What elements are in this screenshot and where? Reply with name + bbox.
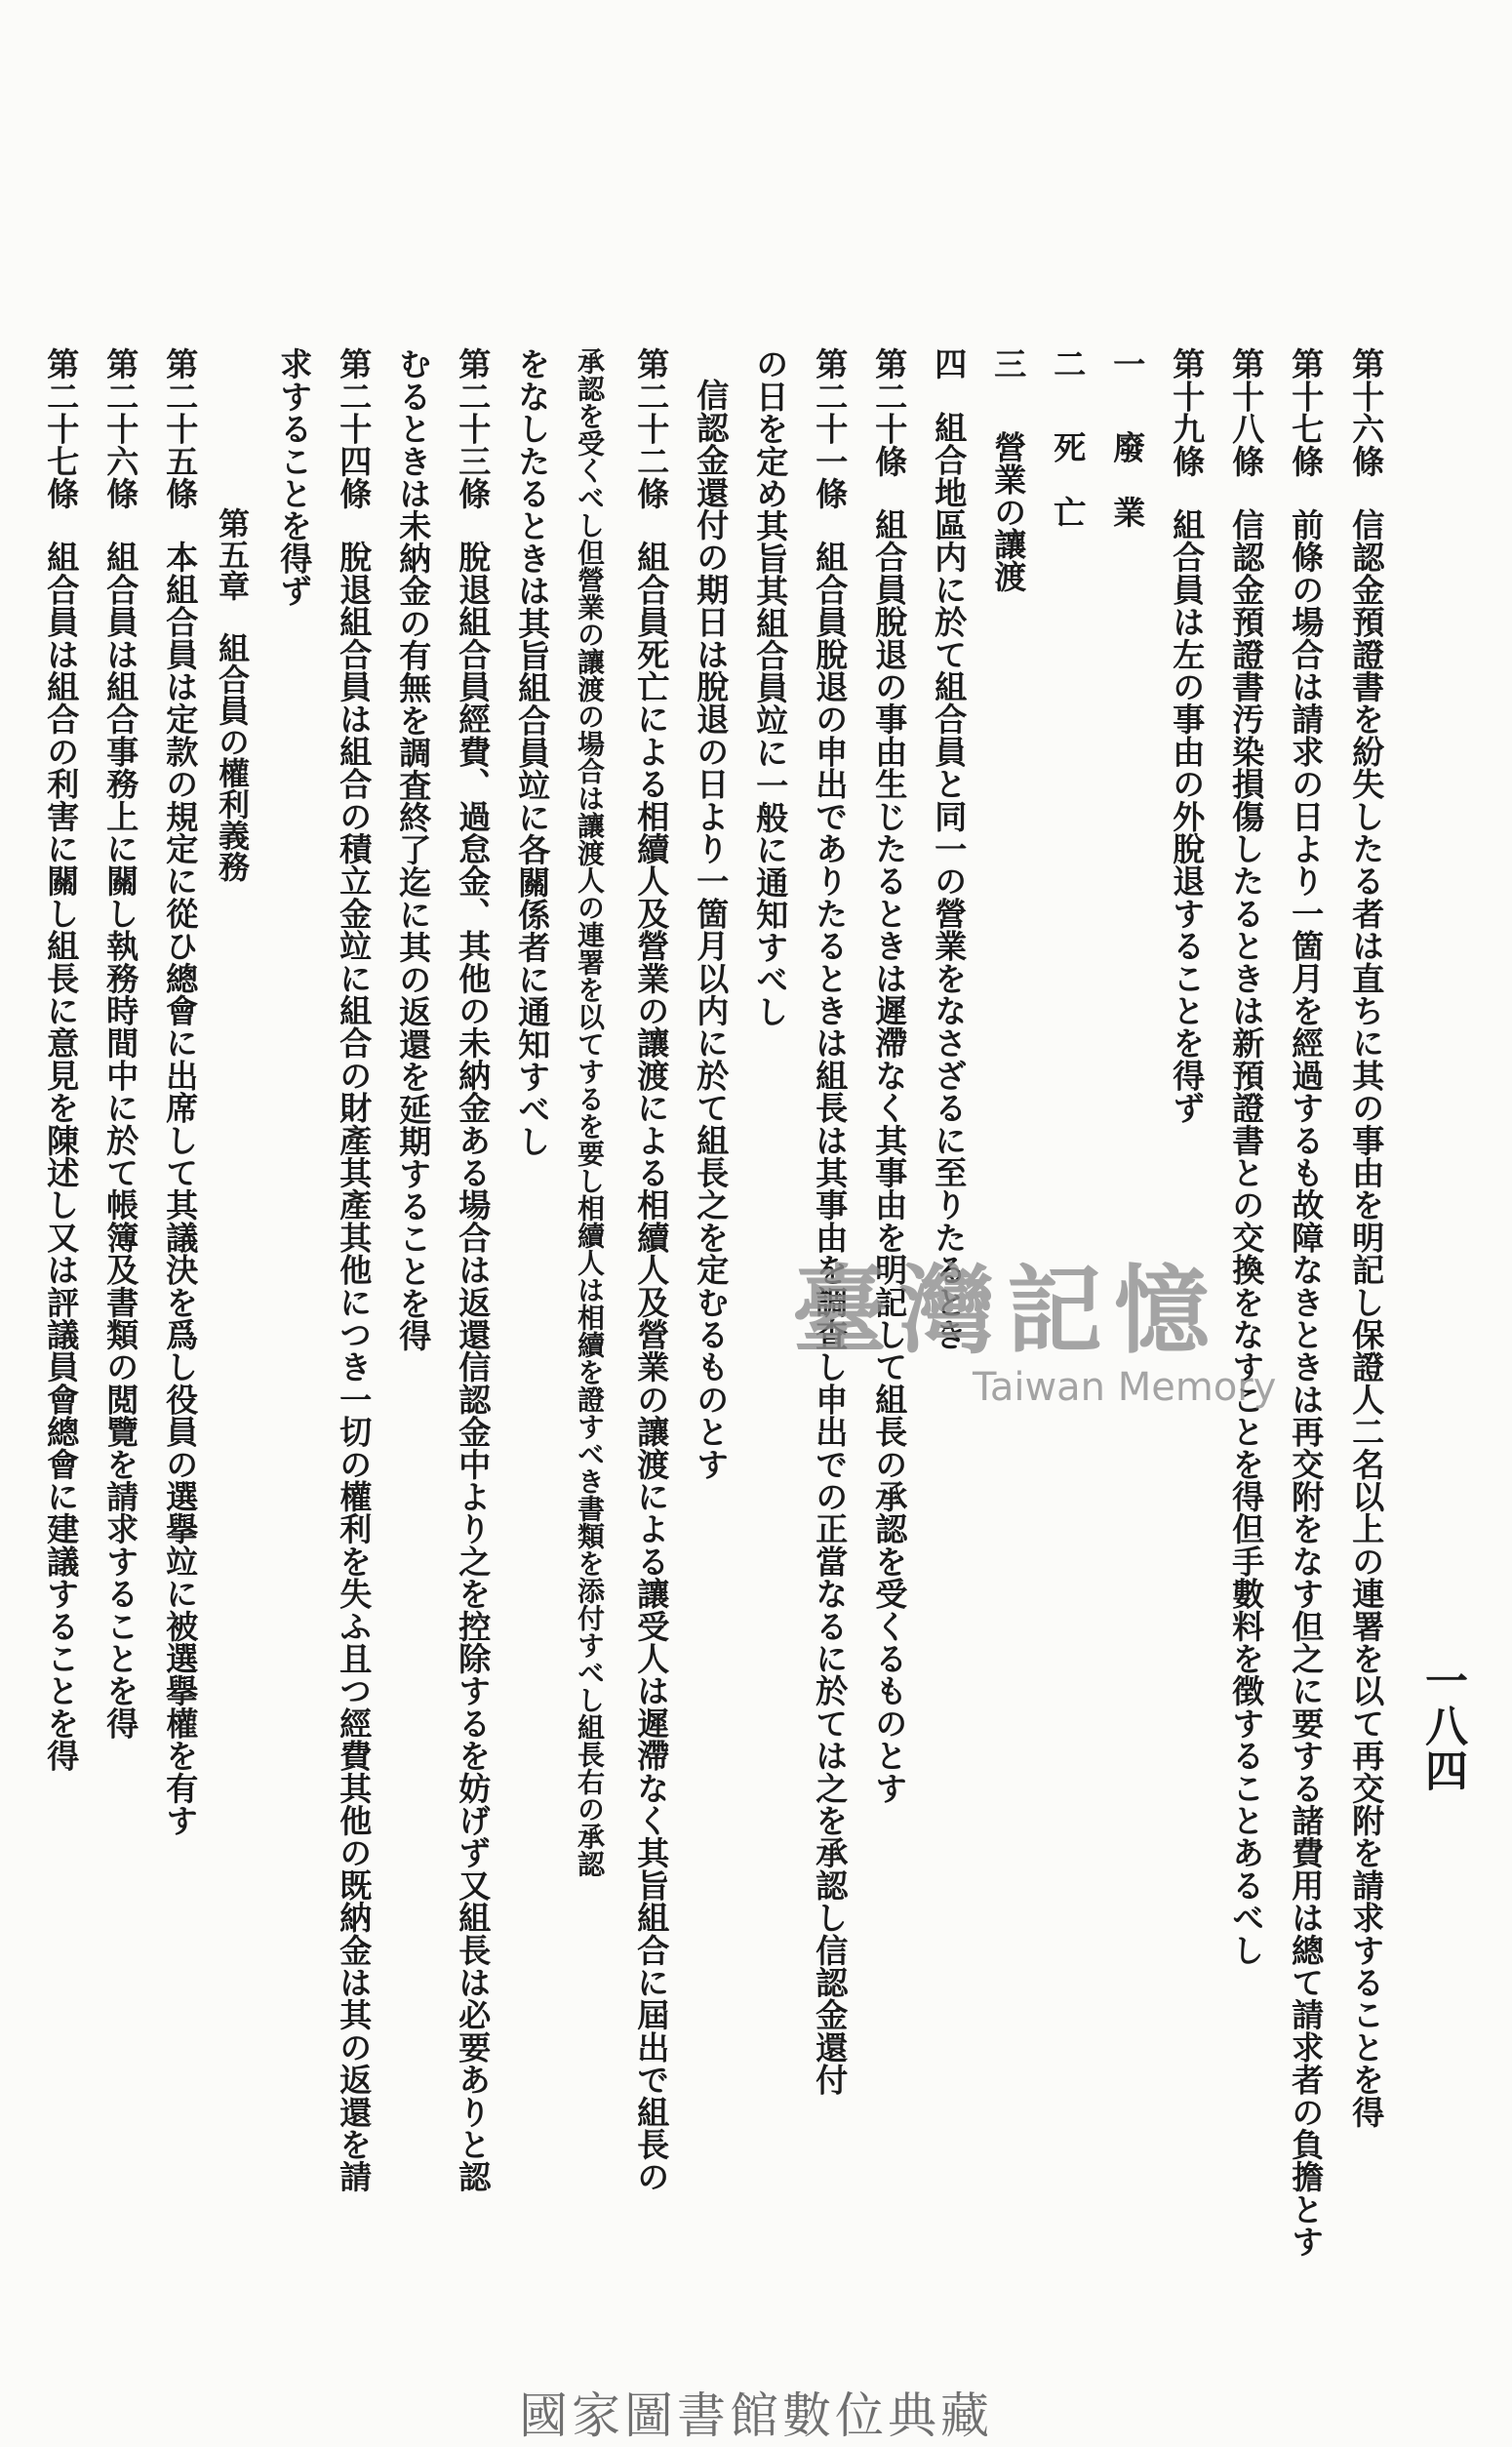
item-text: 組合地區内に於て組合員と同一の營業をなさざるに至りたるとき xyxy=(930,411,969,1351)
text-column xyxy=(42,347,81,1772)
item-label: 四 xyxy=(930,347,969,381)
text-column xyxy=(1168,347,1207,1124)
article-label: 第十七條 xyxy=(1287,347,1326,477)
continuation-text: の日を定め其旨其組合員竝に一般に通知すべし xyxy=(751,347,790,1028)
article-label: 第二十三條 xyxy=(454,347,493,509)
article-text: 組合員は左の事由の外脫退することを得ず xyxy=(1168,507,1207,1124)
item-label: 三 xyxy=(989,347,1028,381)
article-label: 第十八條 xyxy=(1227,347,1266,477)
text-column xyxy=(275,347,314,607)
text-column xyxy=(1049,347,1088,528)
article-text: 脫退組合員經費、過怠金、其他の未納金ある場合は返還信認金中より之を控除するを妨げず又組長は必要ありと認 xyxy=(454,541,493,2193)
text-column xyxy=(1227,347,1266,1966)
page-number: 一八四 xyxy=(1417,1659,1467,1793)
text-column xyxy=(574,347,606,1877)
text-column xyxy=(751,347,790,1028)
article-text: 組合員は組合事務上に關し執務時間中に於て帳簿及書類の閲覽を請求することを得 xyxy=(101,541,140,1740)
chapter-label: 第五章 xyxy=(214,507,251,601)
article-text: 信認金預證書汚染損傷したるときは新預證書との交換をなすことを得但手數料を徴することあるべし xyxy=(1227,507,1266,1966)
continuation-text: 承認を受くべし但營業の讓渡の場合は讓渡人の連署を以てするを要し相續人は相續を證すべき書類を添付すべし組長右の承認 xyxy=(574,347,606,1877)
watermark-main-text: 臺灣記憶 xyxy=(792,1255,1222,1367)
text-column xyxy=(454,347,493,2193)
text-column xyxy=(1347,347,1386,2128)
continuation-text: 求することを得ず xyxy=(275,347,314,607)
article-label: 第二十六條 xyxy=(101,347,140,509)
item-text: 廢 業 xyxy=(1108,430,1147,528)
text-column xyxy=(335,347,374,2193)
text-column xyxy=(101,347,140,1740)
article-label: 第二十條 xyxy=(870,347,909,477)
chapter-heading xyxy=(214,507,251,882)
article-text: 組合員は組合の利害に關し組長に意見を陳述し又は評議員會總會に建議することを得 xyxy=(42,541,81,1772)
item-label: 一 xyxy=(1108,347,1147,381)
text-column xyxy=(870,347,909,1804)
article-text: 組合員脫退の事由生じたるときは遲滯なく其事由を明記して組長の承認を受くるものとす xyxy=(870,507,909,1804)
text-column xyxy=(811,347,850,2096)
article-label: 第十九條 xyxy=(1168,347,1207,477)
paragraph-text: 信認金還付の期日は脫退の日より一箇月以内に於て組長之を定むるものとす xyxy=(692,379,731,1480)
article-text: 組合員脫退の申出でありたるときは組長は其事由を調査し申出での正當なるに於ては之を承認し信認金還付 xyxy=(811,541,850,2096)
item-text: 死 亡 xyxy=(1049,430,1088,528)
article-label: 第二十四條 xyxy=(335,347,374,509)
text-column xyxy=(513,347,552,1157)
article-text: 本組合員は定款の規定に從ひ總會に出席して其議決を爲し役員の選擧竝に被選擧權を有す xyxy=(161,541,200,1836)
chapter-title: 組合員の權利義務 xyxy=(214,632,251,882)
continuation-text: をなしたるときは其旨組合員竝に各關係者に通知すべし xyxy=(513,347,552,1157)
article-label: 第十六條 xyxy=(1347,347,1386,477)
article-label: 第二十七條 xyxy=(42,347,81,509)
article-text: 信認金預證書を紛失したる者は直ちに其の事由を明記し保證人二名以上の連署を以て再交附を請求することを得 xyxy=(1347,507,1386,2128)
continuation-text: むるときは未納金の有無を調査終了迄に其の返還を延期することを得 xyxy=(394,347,433,1352)
watermark-logo xyxy=(792,1255,1338,1410)
footer-caption: 國家圖書館數位典藏 xyxy=(519,2387,993,2444)
text-column xyxy=(692,379,731,1480)
article-text: 組合員死亡による相續人及營業の讓渡による相續人及營業の讓渡による讓受人は遲滯なく其旨組合に屆出で組長の xyxy=(632,541,671,2193)
article-label: 第二十二條 xyxy=(632,347,671,509)
article-label: 第二十五條 xyxy=(161,347,200,509)
text-column xyxy=(161,347,200,1836)
text-column xyxy=(1108,347,1147,528)
watermark-sub-text: Taiwan Memory xyxy=(973,1365,1277,1410)
article-text: 脫退組合員は組合の積立金竝に組合の財產其產其他につき一切の權利を失ふ且つ經費其他の既納金は其の返還を請 xyxy=(335,541,374,2193)
text-column xyxy=(930,347,969,1351)
article-text: 前條の場合は請求の日より一箇月を經過するも故障なきときは再交附をなす但之に要する諸費用は總て請求者の負擔とす xyxy=(1287,507,1326,2258)
article-label: 第二十一條 xyxy=(811,347,850,509)
text-column xyxy=(989,347,1028,593)
text-column xyxy=(632,347,671,2193)
item-label: 二 xyxy=(1049,347,1088,381)
item-text: 營業の讓渡 xyxy=(989,430,1028,593)
text-column xyxy=(394,347,433,1352)
